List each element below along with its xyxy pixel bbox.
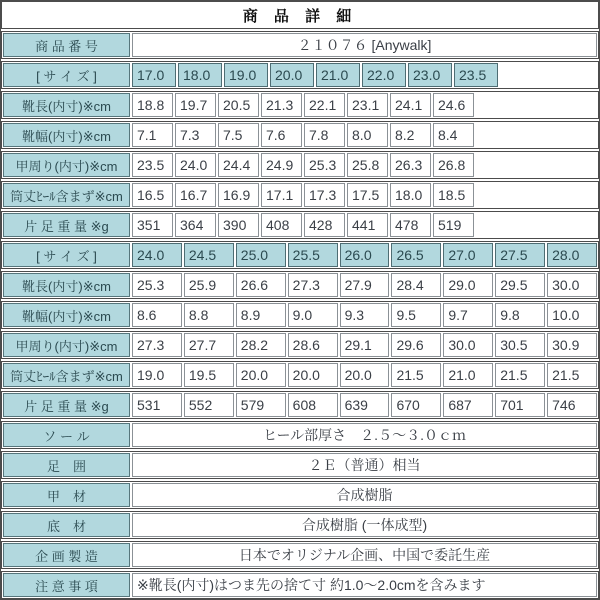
product-number-label: 商 品 番 号 <box>3 33 130 57</box>
measurement-value: 17.5 <box>347 183 388 207</box>
size-table-block-1 <box>1 61 599 239</box>
measurement-value: 25.8 <box>347 153 388 177</box>
measurement-value: 18.8 <box>132 93 173 117</box>
size-cell: 28.0 <box>547 243 597 267</box>
measurement-value: 21.5 <box>547 363 597 387</box>
measurement-value: 27.3 <box>288 273 338 297</box>
measurement-row <box>1 391 599 419</box>
notes-value: ※靴長(内寸)はつま先の捨て寸 約1.0～2.0cmを含みます <box>132 573 597 597</box>
measurement-value: 18.5 <box>433 183 474 207</box>
measurement-value: 24.4 <box>218 153 259 177</box>
measurement-value: 20.5 <box>218 93 259 117</box>
measurement-value: 17.3 <box>304 183 345 207</box>
measurement-value: 24.0 <box>175 153 216 177</box>
measurement-row <box>1 91 599 119</box>
size-cell: 25.5 <box>288 243 338 267</box>
measurement-value: 8.9 <box>236 303 286 327</box>
info-row-upper-material <box>1 481 599 509</box>
measurement-value: 24.6 <box>433 93 474 117</box>
measurement-label: 片 足 重 量 ※g <box>3 213 130 237</box>
measurement-value: 26.6 <box>236 273 286 297</box>
size-table-block-2 <box>1 241 599 419</box>
measurement-value: 7.6 <box>261 123 302 147</box>
measurement-value: 10.0 <box>547 303 597 327</box>
measurement-value: 20.0 <box>236 363 286 387</box>
measurement-row <box>1 181 599 209</box>
measurement-value: 7.1 <box>132 123 173 147</box>
measurement-value: 25.9 <box>184 273 234 297</box>
measurement-value: 27.9 <box>340 273 390 297</box>
measurement-value: 9.8 <box>495 303 545 327</box>
measurement-value: 27.3 <box>132 333 182 357</box>
size-cell: 19.0 <box>224 63 268 87</box>
measurement-value: 29.5 <box>495 273 545 297</box>
sole-value: ヒール部厚さ ２.５～３.０ｃｍ <box>132 423 597 447</box>
sole-material-label: 底 材 <box>3 513 130 537</box>
measurement-row <box>1 271 599 299</box>
measurement-value: 26.8 <box>433 153 474 177</box>
measurement-label: 靴幅(内寸)※cm <box>3 303 130 327</box>
size-cell: 21.0 <box>316 63 360 87</box>
measurement-value: 30.9 <box>547 333 597 357</box>
measurement-row <box>1 331 599 359</box>
measurement-value: 364 <box>175 213 216 237</box>
measurement-label: 靴長(内寸)※cm <box>3 273 130 297</box>
measurement-value: 21.3 <box>261 93 302 117</box>
measurement-value: 9.5 <box>391 303 441 327</box>
measurement-value: 30.0 <box>547 273 597 297</box>
measurement-value: 687 <box>443 393 493 417</box>
product-number-value: ２１０７６ [Anywalk] <box>132 33 597 57</box>
measurement-row <box>1 301 599 329</box>
measurement-label: 靴長(内寸)※cm <box>3 93 130 117</box>
measurement-value: 608 <box>288 393 338 417</box>
measurement-value: 9.0 <box>288 303 338 327</box>
production-label: 企 画 製 造 <box>3 543 130 567</box>
measurement-value: 29.1 <box>340 333 390 357</box>
table-title: 商 品 詳 細 <box>242 7 358 25</box>
measurement-label: 甲周り(内寸)※cm <box>3 153 130 177</box>
measurement-value: 20.0 <box>340 363 390 387</box>
sole-material-value: 合成樹脂 (一体成型) <box>132 513 597 537</box>
size-cell: 25.0 <box>236 243 286 267</box>
measurement-value: 21.0 <box>443 363 493 387</box>
measurement-value: 8.2 <box>390 123 431 147</box>
size-cell: 23.0 <box>408 63 452 87</box>
measurement-value: 29.0 <box>443 273 493 297</box>
size-cell: 26.5 <box>391 243 441 267</box>
size-label: [ サ イ ズ ] <box>3 243 130 267</box>
measurement-label: 筒丈ﾋｰﾙ含まず※cm <box>3 363 130 387</box>
measurement-row <box>1 361 599 389</box>
measurement-value: 28.4 <box>391 273 441 297</box>
measurement-value: 8.6 <box>132 303 182 327</box>
info-row-sole-material <box>1 511 599 539</box>
notes-label: 注 意 事 項 <box>3 573 130 597</box>
measurement-value: 8.0 <box>347 123 388 147</box>
measurement-value: 17.1 <box>261 183 302 207</box>
measurement-row <box>1 121 599 149</box>
measurement-value: 24.1 <box>390 93 431 117</box>
measurement-value: 25.3 <box>304 153 345 177</box>
measurement-value: 30.5 <box>495 333 545 357</box>
measurement-label: 靴幅(内寸)※cm <box>3 123 130 147</box>
foot-width-value: ２Ｅ（普通）相当 <box>132 453 597 477</box>
upper-material-label: 甲 材 <box>3 483 130 507</box>
measurement-value: 701 <box>495 393 545 417</box>
product-number-row <box>1 31 599 59</box>
size-cell: 17.0 <box>132 63 176 87</box>
measurement-value: 670 <box>391 393 441 417</box>
measurement-value: 26.3 <box>390 153 431 177</box>
measurement-value: 18.0 <box>390 183 431 207</box>
size-label: [ サ イ ズ ] <box>3 63 130 87</box>
measurement-label: 筒丈ﾋｰﾙ含まず※cm <box>3 183 130 207</box>
measurement-value: 519 <box>433 213 474 237</box>
measurement-value: 16.5 <box>132 183 173 207</box>
foot-width-label: 足 囲 <box>3 453 130 477</box>
measurement-value: 7.3 <box>175 123 216 147</box>
measurement-value: 22.1 <box>304 93 345 117</box>
measurement-value: 9.3 <box>340 303 390 327</box>
measurement-value: 351 <box>132 213 173 237</box>
measurement-value: 25.3 <box>132 273 182 297</box>
production-value: 日本でオリジナル企画、中国で委託生産 <box>132 543 597 567</box>
measurement-value: 579 <box>236 393 286 417</box>
measurement-value: 19.5 <box>184 363 234 387</box>
info-row-sole <box>1 421 599 449</box>
measurement-value: 20.0 <box>288 363 338 387</box>
size-cell: 23.5 <box>454 63 498 87</box>
measurement-value: 390 <box>218 213 259 237</box>
measurement-value: 29.6 <box>391 333 441 357</box>
measurement-row <box>1 151 599 179</box>
size-cell: 27.5 <box>495 243 545 267</box>
measurement-value: 7.8 <box>304 123 345 147</box>
table-header-row <box>1 1 599 29</box>
size-cell: 24.5 <box>184 243 234 267</box>
measurement-value: 23.5 <box>132 153 173 177</box>
measurement-label: 甲周り(内寸)※cm <box>3 333 130 357</box>
measurement-value: 531 <box>132 393 182 417</box>
measurement-row <box>1 211 599 239</box>
info-row-production <box>1 541 599 569</box>
size-header-row <box>1 61 599 89</box>
measurement-value: 746 <box>547 393 597 417</box>
size-cell: 26.0 <box>340 243 390 267</box>
measurement-value: 16.9 <box>218 183 259 207</box>
size-cell: 22.0 <box>362 63 406 87</box>
upper-material-value: 合成樹脂 <box>132 483 597 507</box>
measurement-value: 552 <box>184 393 234 417</box>
measurement-value: 7.5 <box>218 123 259 147</box>
measurement-value: 441 <box>347 213 388 237</box>
measurement-value: 19.0 <box>132 363 182 387</box>
size-cell: 20.0 <box>270 63 314 87</box>
measurement-value: 639 <box>340 393 390 417</box>
measurement-value: 8.8 <box>184 303 234 327</box>
measurement-value: 21.5 <box>495 363 545 387</box>
measurement-value: 21.5 <box>391 363 441 387</box>
measurement-value: 23.1 <box>347 93 388 117</box>
info-row-foot-width <box>1 451 599 479</box>
info-row-notes <box>1 571 599 599</box>
measurement-value: 28.6 <box>288 333 338 357</box>
measurement-value: 428 <box>304 213 345 237</box>
measurement-value: 28.2 <box>236 333 286 357</box>
size-cell: 24.0 <box>132 243 182 267</box>
measurement-value: 16.7 <box>175 183 216 207</box>
measurement-value: 24.9 <box>261 153 302 177</box>
measurement-value: 8.4 <box>433 123 474 147</box>
measurement-value: 478 <box>390 213 431 237</box>
measurement-label: 片 足 重 量 ※g <box>3 393 130 417</box>
measurement-value: 408 <box>261 213 302 237</box>
sole-label: ソ ー ル <box>3 423 130 447</box>
measurement-value: 9.7 <box>443 303 493 327</box>
size-cell: 18.0 <box>178 63 222 87</box>
measurement-value: 30.0 <box>443 333 493 357</box>
measurement-value: 19.7 <box>175 93 216 117</box>
size-header-row <box>1 241 599 269</box>
measurement-value: 27.7 <box>184 333 234 357</box>
size-cell: 27.0 <box>443 243 493 267</box>
